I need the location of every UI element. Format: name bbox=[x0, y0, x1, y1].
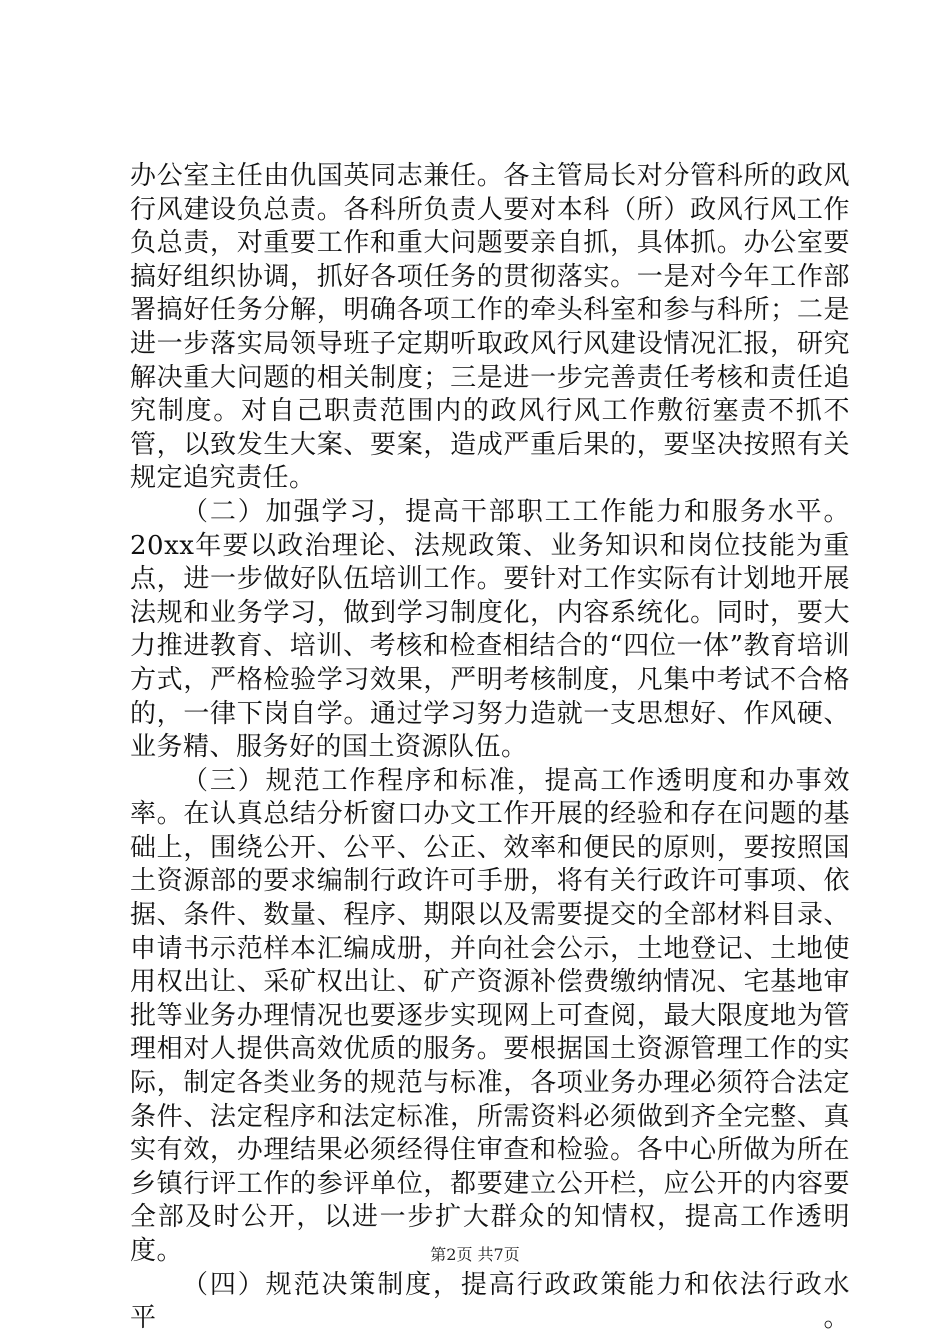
paragraph-2: （二）加强学习，提高干部职工工作能力和服务水平。20xx年要以政治理论、法规政策、业务知识和岗位技能为重点，进一步做好队伍培训工作。要针对工作实际有计划地开展法规和业务学习，做到学习制度化，内容系统化。同时，要大力推进教育、培训、考核和检查相结合的“四位一体”教育培训方式，严格检验学习效果，严明考核制度，凡集中考试不合格的，一律下岗自学。通过学习努力造就一支思想好、作风硬、业务精、服务好的国土资源队伍。 bbox=[130, 496, 850, 763]
paragraph-1: 办公室主任由仇国英同志兼任。各主管局长对分管科所的政风行风建设负总责。各科所负责人要对本科（所）政风行风工作负总责，对重要工作和重大问题要亲自抓，具体抓。办公室要搞好组织协调，抓好各项任务的贯彻落实。一是对今年工作部署搞好任务分解，明确各项工作的牵头科室和参与科所；二是进一步落实局领导班子定期听取政风行风建设情况汇报，研究解决重大问题的相关制度；三是进一步完善责任考核和责任追究制度。对自己职责范围内的政风行风工作敷衍塞责不抓不管，以致发生大案、要案，造成严重后果的，要坚决按照有关规定追究责任。 bbox=[130, 161, 850, 494]
paragraph-3: （三）规范工作程序和标准，提高工作透明度和办事效率。在认真总结分析窗口办文工作开展的经验和存在问题的基础上，围绕公开、公平、公正、效率和便民的原则，要按照国土资源部的要求编制行政许可手册，将有关行政许可事项、依据、条件、数量、程序、期限以及需要提交的全部材料目录、申请书示范样本汇编成册，并向社会公示，土地登记、土地使用权出让、采矿权出让、矿产资源补偿费缴纳情况、宅基地审批等业务办理情况也要逐步实现网上可查阅，最大限度地为管理相对人提供高效优质的服务。要根据国土资源管理工作的实际，制定各类业务的规范与标准，各项业务办理必须符合法定条件、法定程序和法定标准，所需资料必须做到齐全完整、真实有效，办理结果必须经得住审查和检验。各中心所做为所在乡镇行评工作的参评单位，都要建立公开栏，应公开的内容要全部及时公开，以进一步扩大群众的知情权，提高工作透明度。 bbox=[130, 765, 850, 1266]
page-footer: 第2页 共7页 bbox=[430, 1245, 520, 1264]
document-body bbox=[130, 160, 850, 1336]
paragraph-4: （四）规范决策制度，提高行政政策能力和依法行政水平。 bbox=[130, 1269, 850, 1334]
